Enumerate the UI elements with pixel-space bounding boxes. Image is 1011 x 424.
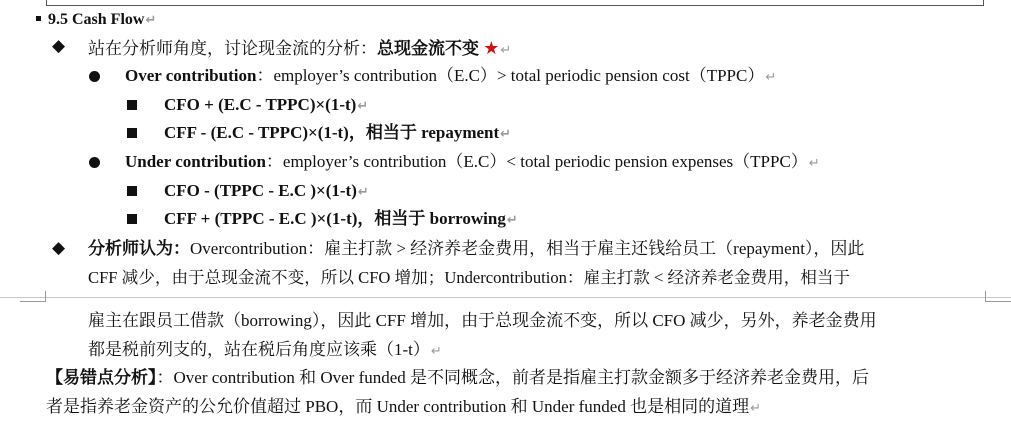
over-contribution-label: Over contribution <box>125 66 257 85</box>
over-cfo-text: CFO + (E.C - TPPC)×(1-t) <box>164 95 357 114</box>
analyst-view-text-3: 雇主在跟员工借款（borrowing），因此 CFF 增加，由于总现金流不变，所以 CFO 减少，另外，养老金费用 <box>88 311 877 330</box>
pitfall-label: 【易错点分析】 <box>46 368 157 387</box>
under-cff-line <box>164 208 518 232</box>
total-cashflow-constant: 总现金流不变 <box>377 39 479 58</box>
over-cff-text: CFF - (E.C - TPPC)×(1-t)，相当于 repayment <box>164 123 500 142</box>
under-contribution-line <box>125 151 820 175</box>
paragraph-mark: ↵ <box>430 344 442 359</box>
dot-bullet-icon <box>89 71 100 82</box>
star-icon: ★ <box>483 38 500 58</box>
analyst-view-line-4 <box>88 339 442 363</box>
analyst-view-text-4: 都是税前列支的，站在税后角度应该乘（1-t） <box>88 340 430 359</box>
over-colon: ： <box>256 66 274 85</box>
section-title <box>48 9 156 32</box>
analyst-perspective-text: 站在分析师角度，讨论现金流的分析： <box>88 39 377 58</box>
paragraph-mark: ↵ <box>145 13 157 28</box>
diamond-bullet-icon: ◆ <box>52 36 66 56</box>
paragraph-mark: ↵ <box>750 401 761 416</box>
paragraph-mark: ↵ <box>765 70 777 85</box>
paragraph-mark: ↵ <box>357 99 369 114</box>
section-title-text: 9.5 Cash Flow <box>48 11 145 28</box>
margin-mark-right <box>985 291 1011 302</box>
over-contribution-text: employer’s contribution（E.C）> total periodic pension cost（TPPC） <box>273 66 765 85</box>
pitfall-line-1 <box>46 367 869 389</box>
over-cfo-line <box>164 94 368 118</box>
analyst-view-text-1: Overcontribution：雇主打款 > 经济养老金费用，相当于雇主还钱给员工（repayment），因此 <box>190 239 865 258</box>
under-contribution-label: Under contribution <box>125 152 266 171</box>
dot-bullet-icon <box>89 157 100 168</box>
paragraph-mark: ↵ <box>500 127 512 142</box>
under-colon: ： <box>265 152 283 171</box>
analyst-view-text-2: CFF 减少，由于总现金流不变，所以 CFO 增加；Undercontribution：雇主打款 < 经济养老金费用，相当于 <box>88 268 851 287</box>
diamond-bullet-icon: ◆ <box>52 238 66 258</box>
analyst-view-line-2 <box>88 267 850 289</box>
pitfall-line-2 <box>46 396 761 420</box>
under-contribution-text: employer’s contribution（E.C）< total periodic pension expenses（TPPC） <box>282 152 808 171</box>
square-bullet-icon <box>127 186 137 196</box>
over-cff-line <box>164 122 511 146</box>
page-frame <box>46 0 984 6</box>
analyst-perspective-line <box>88 37 511 62</box>
pitfall-text-1: ：Over contribution 和 Over funded 是不同概念，前者是指雇主打款金额多于经济养老金费用，后 <box>156 368 870 387</box>
analyst-view-line-3 <box>88 310 877 332</box>
analyst-view-label: 分析师认为： <box>88 239 190 258</box>
paragraph-mark: ↵ <box>808 156 820 171</box>
over-contribution-line <box>125 65 776 89</box>
paragraph-mark: ↵ <box>500 43 512 58</box>
square-bullet-icon <box>127 214 137 224</box>
page-break <box>0 297 1011 298</box>
under-cff-text: CFF + (TPPC - E.C )×(1-t)，相当于 borrowing <box>164 209 506 228</box>
square-bullet-icon <box>127 100 137 110</box>
analyst-view-line-1 <box>88 238 864 260</box>
under-cfo-line <box>164 180 369 204</box>
under-cfo-text: CFO - (TPPC - E.C )×(1-t) <box>164 181 357 200</box>
square-bullet-icon <box>127 128 137 138</box>
pitfall-text-2: 者是指养老金资产的公允价值超过 PBO，而 Under contribution 和 Under funded 也是相同的道理 <box>46 397 750 416</box>
heading-marker <box>36 16 41 21</box>
margin-mark-left <box>20 291 46 302</box>
paragraph-mark: ↵ <box>357 185 369 200</box>
paragraph-mark: ↵ <box>506 213 518 228</box>
